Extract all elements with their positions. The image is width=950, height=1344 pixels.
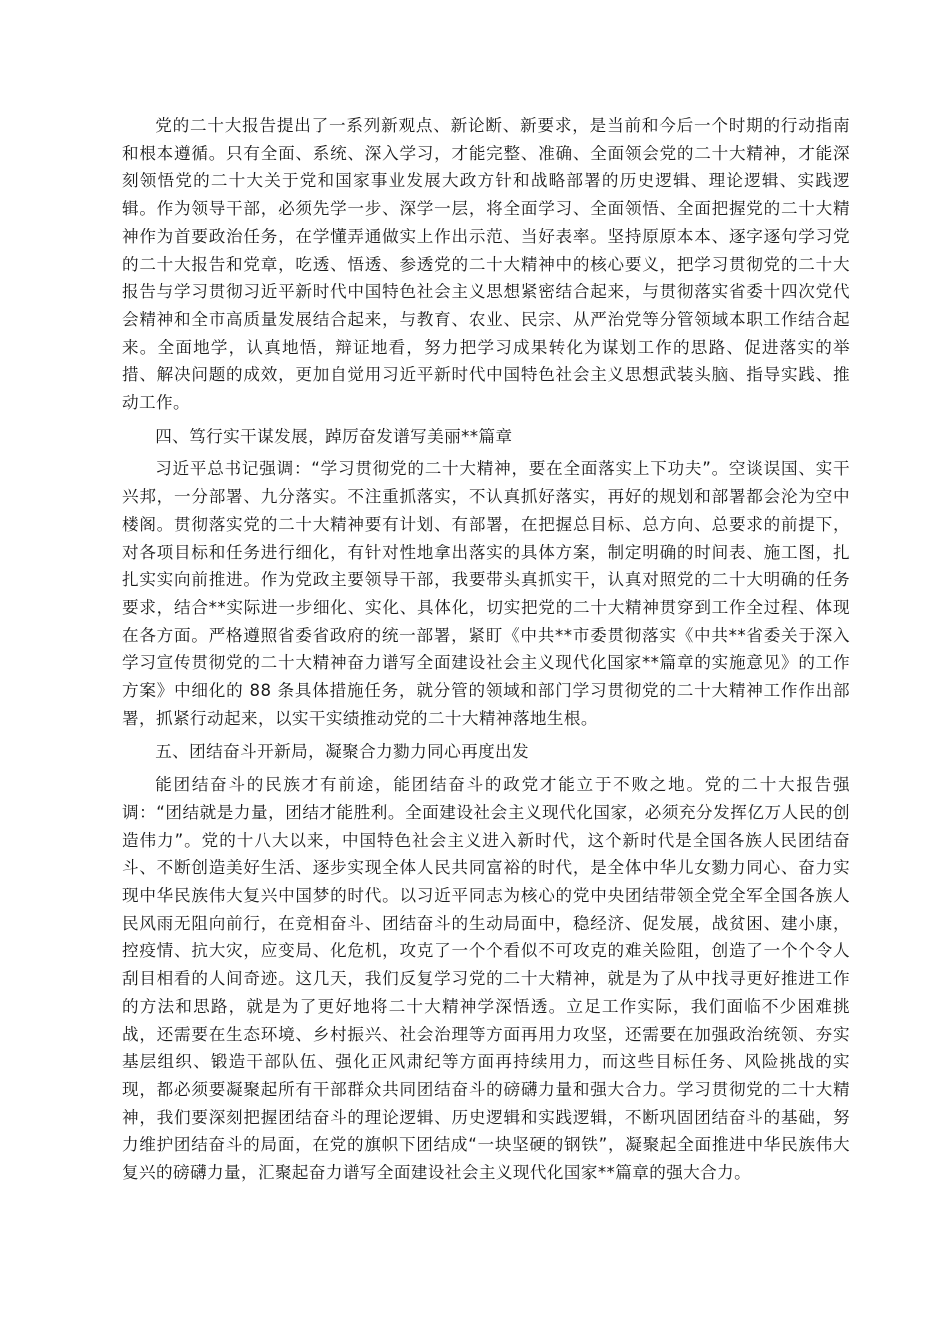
body-paragraph-implementation: 习近平总书记强调：“学习贯彻党的二十大精神，要在全面落实上下功夫”。空谈误国、实干兴邦，一分部署、九分落实。不注重抓落实，不认真抓好落实，再好的规划和部署都会沦为空中楼阁。贯彻落实党的二十大精神要有计划、有部署，在把握总目标、总方向、总要求的前提下，对各项目标和任务进行细化，有针对性地拿出落实的具体方案，制定明确的时间表、施工图，扎扎实实向前推进。作为党政主要领导干部，我要带头真抓实干，认真对照党的二十大明确的任务要求，结合**实际进一步细化、实化、具体化，切实把党的二十大精神贯穿到工作全过程、体现在各方面。严格遵照省委省政府的统一部署，紧盯《中共**市委贯彻落实《中共**省委关于深入学习宣传贯彻党的二十大精神奋力谱写全面建设社会主义现代化国家**篇章的实施意见》的工作方案》中细化的 88 条具体措施任务，就分管的领域和部门学习贯彻党的二十大精神工作作出部署，抓紧行动起来，以实干实绩推动党的二十大精神落地生根。 bbox=[122, 459, 850, 728]
body-paragraph-unity: 能团结奋斗的民族才有前途，能团结奋斗的政党才能立于不败之地。党的二十大报告强调：“团结就是力量，团结才能胜利。全面建设社会主义现代化国家，必须充分发挥亿万人民的创造伟力”。党的十八大以来，中国特色社会主义进入新时代，这个新时代是全国各族人民团结奋斗、不断创造美好生活、逐步实现全体人民共同富裕的时代，是全体中华儿女勠力同心、奋力实现中华民族伟大复兴中国梦的时代。以习近平同志为核心的党中央团结带领全党全军全国各族人民风雨无阻向前行，在竞相奋斗、团结奋斗的生动局面中，稳经济、促发展，战贫困、建小康，控疫情、抗大灾，应变局、化危机，攻克了一个个看似不可攻克的难关险阻，创造了一个个令人刮目相看的人间奇迹。这几天，我们反复学习党的二十大精神，就是为了从中找寻更好推进工作的方法和思路，就是为了更好地将二十大精神学深悟透。立足工作实际，我们面临不少困难挑战，还需要在生态环境、乡村振兴、社会治理等方面再用力攻坚，还需要在加强政治统领、夯实基层组织、锻造干部队伍、强化正风肃纪等方面再持续用力，而这些目标任务、风险挑战的实现，都必须要凝聚起所有干部群众共同团结奋斗的磅礴力量和强大合力。学习贯彻党的二十大精神，我们要深刻把握团结奋斗的理论逻辑、历史逻辑和实践逻辑，不断巩固团结奋斗的基础，努力维护团结奋斗的局面，在党的旗帜下团结成“一块坚硬的钢铁”，凝聚起全面推进中华民族伟大复兴的磅礴力量，汇聚起奋力谱写全面建设社会主义现代化国家**篇章的强大合力。 bbox=[122, 775, 850, 1183]
body-paragraph-study: 党的二十大报告提出了一系列新观点、新论断、新要求，是当前和今后一个时期的行动指南和根本遵循。只有全面、系统、深入学习，才能完整、准确、全面领会党的二十大精神，才能深刻领悟党的二十大关于党和国家事业发展大政方针和战略部署的历史逻辑、理论逻辑、实践逻辑。作为领导干部，必须先学一步、深学一层，将全面学习、全面领悟、全面把握党的二十大精神作为首要政治任务，在学懂弄通做实上作出示范、当好表率。坚持原原本本、逐字逐句学习党的二十大报告和党章，吃透、悟透、参透党的二十大精神中的核心要义，把学习贯彻党的二十大报告与学习贯彻习近平新时代中国特色社会主义思想紧密结合起来，与贯彻落实省委十四次党代会精神和全市高质量发展结合起来，与教育、农业、民宗、从严治党等分管领域本职工作结合起来。全面地学，认真地悟，辩证地看，努力把学习成果转化为谋划工作的思路、促进落实的举措、解决问题的成效，更加自觉用习近平新时代中国特色社会主义思想武装头脑、指导实践、推动工作。 bbox=[122, 116, 850, 413]
section-heading-4: 四、笃行实干谋发展，踔厉奋发谱写美丽**篇章 bbox=[155, 426, 513, 446]
section-heading-5: 五、团结奋斗开新局，凝聚合力勠力同心再度出发 bbox=[155, 742, 530, 762]
document-page bbox=[122, 112, 850, 1187]
